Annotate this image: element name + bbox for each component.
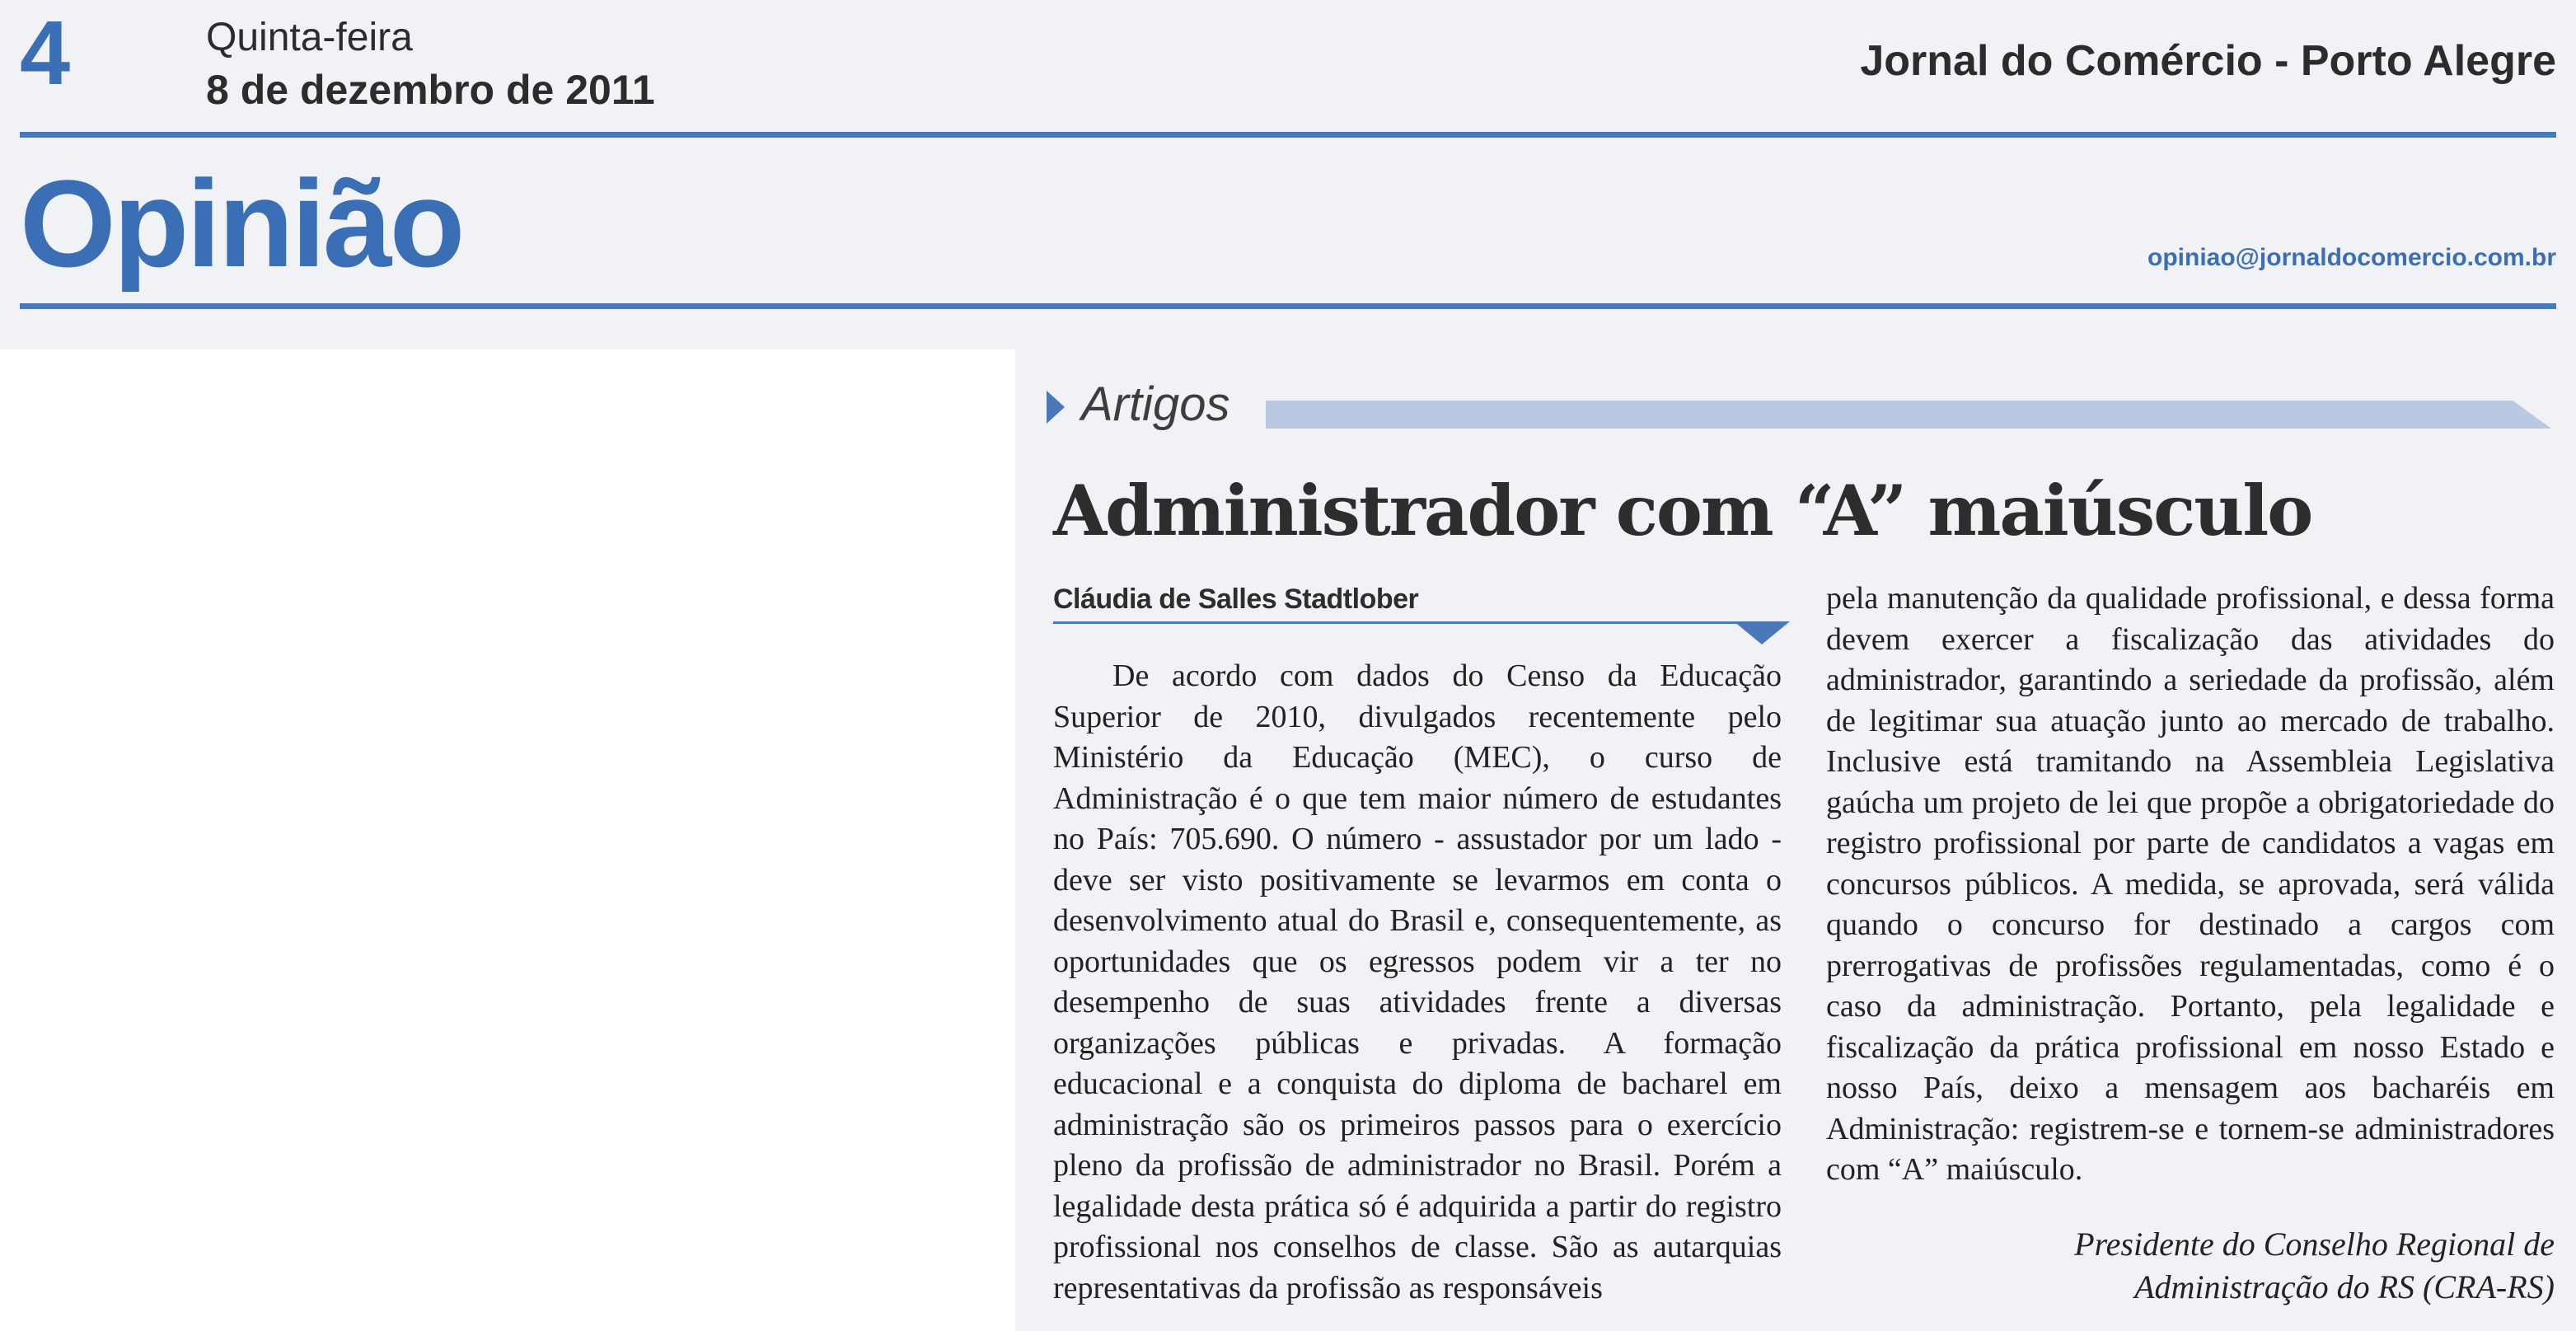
section-divider	[20, 303, 2556, 309]
blank-clipping-area	[0, 349, 1015, 1331]
signature-line-1: Presidente do Conselho Regional de	[2074, 1226, 2555, 1263]
kicker-arrow-icon	[1047, 391, 1065, 424]
article-kicker: Artigos	[1081, 377, 1230, 431]
newspaper-name: Jornal do Comércio - Porto Alegre	[1860, 37, 2556, 85]
page-number: 4	[20, 2, 71, 104]
author-signature	[1895, 1223, 2555, 1309]
section-email: opiniao@jornaldocomercio.com.br	[2147, 244, 2556, 271]
article-column-2: pela manutenção da qualidade profissional, e dessa forma devem exercer a fiscalização das atividades do administrador, garantindo a seriedade da profissão, além de legitimar sua atuação junto ao mercado de trabalho. Inclusive está tramitando na Assembleia Legislativa gaúcha um projeto de lei que propõe a obrigatoriedade do registro profissional por parte de candidatos a vagas em concursos públicos. A medida, se aprovada, será válida quando o concurso for destinado a cargos com prerrogativas de profissões regulamentadas, como é o caso da administração. Portanto, pela legalidade e fiscalização da prática profissional em nosso Estado e nosso País, deixo a mensagem aos bacharéis em Administração: registrem-se e tornem-se administradores com “A” maiúsculo.	[1826, 581, 2555, 1187]
header-divider	[20, 132, 2556, 138]
publication-date: 8 de dezembro de 2011	[206, 67, 655, 113]
section-title: Opinião	[20, 154, 463, 293]
article-column-1: De acordo com dados do Censo da Educação Superior de 2010, divulgados recentemente pelo Ministério da Educação (MEC), o curso de Administração é o que tem maior número de estudantes no País: 705.690. O número - assustador por um lado - deve ser visto positivamente se levarmos em conta o desenvolvimento atual do Brasil e, consequentemente, as oportunidades que os egressos podem vir a ter no desempenho de suas atividades frente a diversas organizações públicas e privadas. A formação educacional e a conquista do diploma de bacharel em administração são os primeiros passos para o exercício pleno da profissão de administrador no Brasil. Porém a legalidade desta prática só é adquirida a partir do registro profissional nos conselhos de classe. São as autarquias representativas da profissão as responsáveis	[1053, 658, 1782, 1305]
article-headline: Administrador com “A” maiúsculo	[1053, 470, 2312, 551]
kicker-bar	[1266, 401, 2551, 429]
article-author: Cláudia de Salles Stadtlober	[1053, 583, 1419, 615]
byline-arrow-icon	[1734, 621, 1790, 644]
byline-rule	[1053, 621, 1750, 624]
weekday: Quinta-feira	[206, 16, 413, 59]
signature-line-2: Administração do RS (CRA-RS)	[2134, 1268, 2555, 1305]
